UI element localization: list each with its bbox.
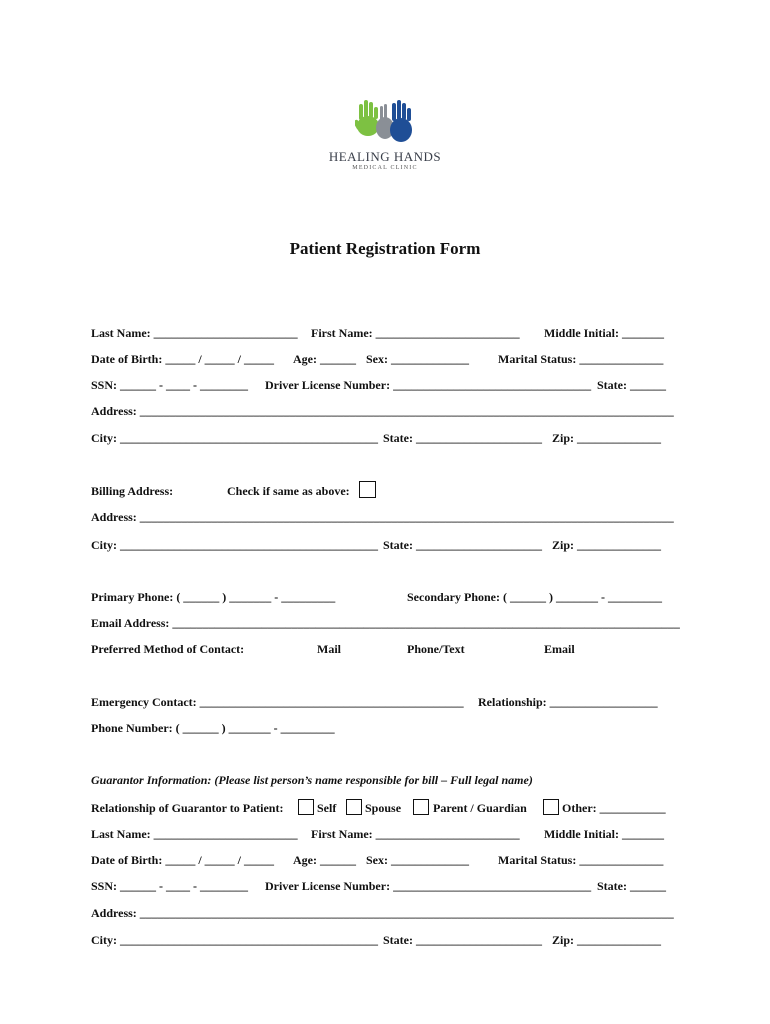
guarantor-ssn-field[interactable]: SSN: ______ - ____ - ________ [91,879,249,893]
preferred-contact-label: Preferred Method of Contact: [91,642,245,656]
sex-field[interactable]: Sex: _____________ [366,352,469,366]
primary-phone-field[interactable]: Primary Phone: ( ______ ) _______ - _________ [91,590,336,604]
age-field[interactable]: Age: ______ [293,352,356,366]
license-field[interactable]: Driver License Number: _________________________________ [265,378,592,392]
guarantor-age-field[interactable]: Age: ______ [293,853,356,867]
contact-option-mail[interactable]: Mail [317,642,341,656]
guarantor-zip-field[interactable]: Zip: ______________ [552,933,662,947]
marital-status-field[interactable]: Marital Status: ______________ [498,352,664,366]
guarantor-address-field[interactable]: Address: _________________________________________________________________________________________ [91,906,674,920]
billing-zip-field[interactable]: Zip: ______________ [552,538,662,552]
guarantor-sex-field[interactable]: Sex: _____________ [366,853,469,867]
guarantor-dob-field[interactable]: Date of Birth: _____ / _____ / _____ [91,853,274,867]
guarantor-marital-field[interactable]: Marital Status: ______________ [498,853,664,867]
emergency-contact-field[interactable]: Emergency Contact: ____________________________________________ [91,695,464,709]
license-state-field[interactable]: State: ______ [597,378,666,392]
other-checkbox[interactable] [543,799,559,815]
guarantor-license-field[interactable]: Driver License Number: _________________________________ [265,879,592,893]
self-label: Self [317,801,337,815]
billing-city-field[interactable]: City: ___________________________________________ [91,538,378,552]
spouse-label: Spouse [365,801,402,815]
contact-option-phone-text[interactable]: Phone/Text [407,642,465,656]
ssn-field[interactable]: SSN: ______ - ____ - ________ [91,378,249,392]
contact-option-email[interactable]: Email [544,642,575,656]
emergency-phone-field[interactable]: Phone Number: ( ______ ) _______ - _________ [91,721,335,735]
clinic-subtitle: MEDICAL CLINIC [352,165,418,171]
dob-field[interactable]: Date of Birth: _____ / _____ / _____ [91,352,274,366]
parent-guardian-label: Parent / Guardian [433,801,527,815]
guarantor-relationship-label: Relationship of Guarantor to Patient: [91,801,284,815]
same-as-above-label: Check if same as above: [227,484,350,498]
guarantor-state-field[interactable]: State: _____________________ [383,933,542,947]
secondary-phone-field[interactable]: Secondary Phone: ( ______ ) _______ - _________ [407,590,662,604]
last-name-field[interactable]: Last Name: ________________________ [91,326,298,340]
page-title: Patient Registration Form [289,239,481,258]
state-field[interactable]: State: _____________________ [383,431,542,445]
guarantor-last-name-field[interactable]: Last Name: ________________________ [91,827,298,841]
guarantor-middle-initial-field[interactable]: Middle Initial: _______ [544,827,665,841]
emergency-relationship-field[interactable]: Relationship: __________________ [478,695,658,709]
clinic-name: HEALING HANDS [328,149,442,164]
spouse-checkbox[interactable] [346,799,362,815]
same-as-above-checkbox[interactable] [359,481,376,498]
clinic-logo [325,98,445,178]
guarantor-city-field[interactable]: City: ___________________________________________ [91,933,378,947]
first-name-field[interactable]: First Name: ________________________ [311,326,520,340]
other-field[interactable]: Other: ___________ [562,801,666,815]
hands-icon [355,98,415,148]
billing-address-label: Billing Address: [91,484,174,498]
guarantor-heading: Guarantor Information: (Please list person’s name responsible for bill – Full legal name) [91,773,533,787]
self-checkbox[interactable] [298,799,314,815]
zip-field[interactable]: Zip: ______________ [552,431,662,445]
address-field[interactable]: Address: _________________________________________________________________________________________ [91,404,674,418]
guarantor-first-name-field[interactable]: First Name: ________________________ [311,827,520,841]
middle-initial-field[interactable]: Middle Initial: _______ [544,326,665,340]
city-field[interactable]: City: ___________________________________________ [91,431,378,445]
parent-guardian-checkbox[interactable] [413,799,429,815]
billing-address-field[interactable]: Address: _________________________________________________________________________________________ [91,510,674,524]
guarantor-license-state-field[interactable]: State: ______ [597,879,666,893]
billing-state-field[interactable]: State: _____________________ [383,538,542,552]
email-field[interactable]: Email Address: _____________________________________________________________________________________ [91,616,680,630]
